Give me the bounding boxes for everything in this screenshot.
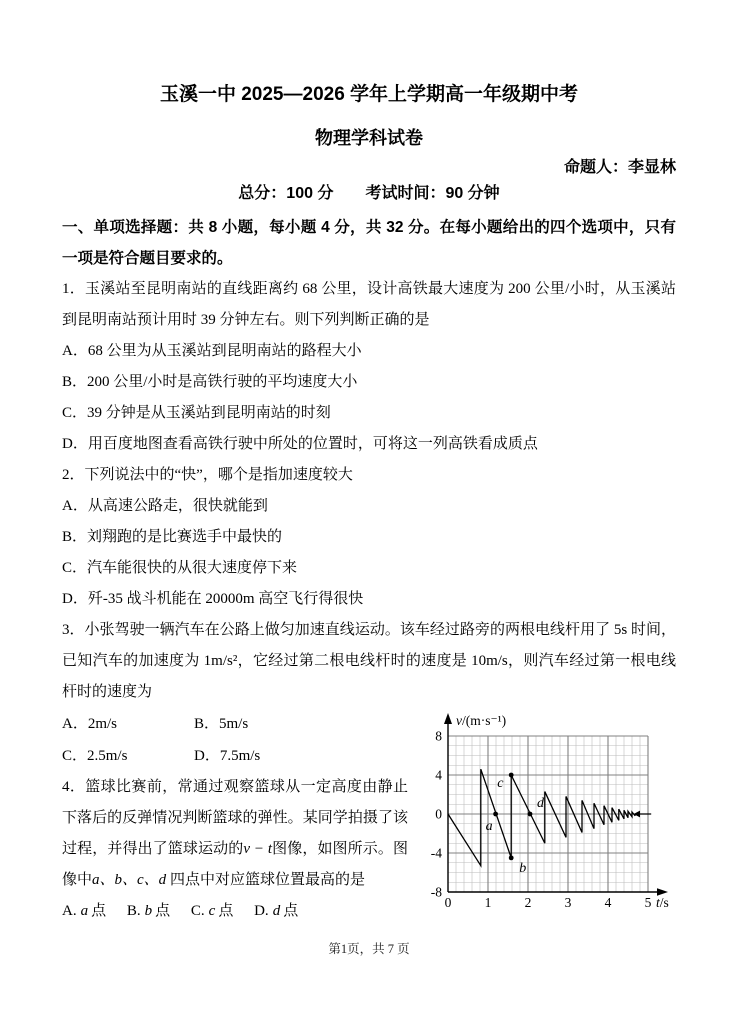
question-1-option-a: A．68 公里为从玉溪站到昆明南站的路程大小 bbox=[62, 343, 362, 359]
question-1-option-c: C．39 分钟是从玉溪站到昆明南站的时刻 bbox=[62, 405, 331, 421]
option-suffix: 点 bbox=[155, 903, 171, 919]
question-2 bbox=[62, 460, 676, 615]
svg-text:3: 3 bbox=[564, 895, 572, 910]
svg-text:b: b bbox=[519, 860, 527, 876]
question-3-stem: 3．小张驾驶一辆汽车在公路上做匀加速直线运动。该车经过路旁的两根电线杆用了 5s 时间，已知汽车的加速度为 1m/s²，它经过第二根电线杆时的速度是 10m/s，则汽车经过第一根电线杆时的速度为 bbox=[62, 622, 676, 700]
question-4-stem bbox=[62, 772, 408, 896]
question-4-option-a bbox=[62, 903, 106, 919]
svg-text:t/s: t/s bbox=[656, 895, 669, 910]
svg-text:v/(m·s⁻¹): v/(m·s⁻¹) bbox=[456, 713, 507, 728]
question-4-stem-text: 4．篮球比赛前，常通过观察篮球从一定高度由静止下落后的反弹情况判断篮球的弹性。某同学拍摄了该过程，并得出了篮球运动的 bbox=[62, 779, 408, 857]
vt-symbol: v − t bbox=[243, 841, 272, 857]
question-2-stem: 2．下列说法中的“快”，哪个是指加速度较大 bbox=[62, 467, 353, 483]
score-time-line: 总分：100 分 考试时间：90 分钟 bbox=[238, 185, 500, 202]
section-heading: 一、单项选择题：共 8 小题，每小题 4 分，共 32 分。在每小题给出的四个选项中，只有一项是符合题目要求的。 bbox=[62, 219, 676, 267]
question-3-options-row-2 bbox=[62, 740, 408, 772]
question-2-option-d: D．歼-35 战斗机能在 20000m 高空飞行得很快 bbox=[62, 591, 364, 607]
svg-text:-8: -8 bbox=[430, 884, 442, 900]
svg-text:8: 8 bbox=[435, 728, 442, 744]
question-3-option-d: D．7.5m/s bbox=[194, 748, 261, 764]
question-4-option-d bbox=[254, 903, 298, 919]
question-3-options-row-1 bbox=[62, 708, 408, 740]
question-1-option-b: B．200 公里/小时是高铁行驶的平均速度大小 bbox=[62, 374, 358, 390]
vt-graph bbox=[408, 710, 676, 928]
question-4-option-c bbox=[191, 903, 233, 919]
option-suffix: 点 bbox=[283, 903, 299, 919]
question-3-option-c: C．2.5m/s bbox=[62, 748, 128, 764]
svg-text:a: a bbox=[485, 819, 493, 834]
question-3-option-b: B．5m/s bbox=[194, 716, 249, 732]
svg-text:0: 0 bbox=[435, 806, 442, 822]
option-label: A. bbox=[62, 903, 77, 919]
question-4-stem-tail: 四点中对应篮球位置最高的是 bbox=[166, 872, 365, 888]
examiner-line: 命题人：李显林 bbox=[563, 159, 676, 176]
exam-subtitle: 物理学科试卷 bbox=[315, 128, 423, 148]
question-4-option-b bbox=[127, 903, 170, 919]
option-letter: d bbox=[272, 903, 281, 919]
svg-text:-4: -4 bbox=[430, 845, 442, 861]
option-suffix: 点 bbox=[91, 903, 107, 919]
question-2-option-a: A．从高速公路走，很快就能到 bbox=[62, 498, 268, 514]
question-1-option-d: D．用百度地图查看高铁行驶中所处的位置时，可将这一列高铁看成质点 bbox=[62, 436, 538, 452]
question-2-option-c: C．汽车能很快的从很大速度停下来 bbox=[62, 560, 298, 576]
exam-title: 玉溪一中 2025—2026 学年上学期高一年级期中考 bbox=[159, 84, 579, 105]
figure-column bbox=[408, 710, 676, 933]
question-4-stem-middle: 图像，如图所示。图像中 bbox=[62, 841, 408, 888]
svg-text:4: 4 bbox=[435, 767, 442, 783]
option-letter: a bbox=[80, 903, 89, 919]
option-suffix: 点 bbox=[218, 903, 234, 919]
point-letters: a、b、c、d bbox=[92, 872, 167, 888]
svg-text:5: 5 bbox=[644, 895, 652, 910]
option-label: D. bbox=[254, 903, 269, 919]
option-label: B. bbox=[126, 903, 141, 919]
question-3-4-with-figure bbox=[62, 708, 676, 933]
option-label: C. bbox=[190, 903, 205, 919]
svg-text:d: d bbox=[537, 796, 544, 811]
option-letter: b bbox=[144, 903, 153, 919]
svg-text:1: 1 bbox=[484, 895, 492, 910]
svg-text:0: 0 bbox=[444, 895, 452, 910]
question-2-option-b: B．刘翔跑的是比赛选手中最快的 bbox=[62, 529, 283, 545]
svg-text:4: 4 bbox=[604, 895, 612, 910]
option-letter: c bbox=[208, 903, 216, 919]
question-4-options-row bbox=[62, 896, 408, 927]
question-3-option-a: A．2m/s bbox=[62, 716, 118, 732]
page-footer: 第1页，共 7 页 bbox=[328, 942, 410, 956]
left-text-column bbox=[62, 708, 408, 927]
svg-text:2: 2 bbox=[524, 895, 532, 910]
question-1-stem: 1．玉溪站至昆明南站的直线距离约 68 公里，设计高铁最大速度为 200 公里/小时，从玉溪站到昆明南站预计用时 39 分钟左右。则下列判断正确的是 bbox=[62, 281, 676, 328]
svg-text:c: c bbox=[497, 776, 504, 791]
question-1 bbox=[62, 274, 676, 460]
